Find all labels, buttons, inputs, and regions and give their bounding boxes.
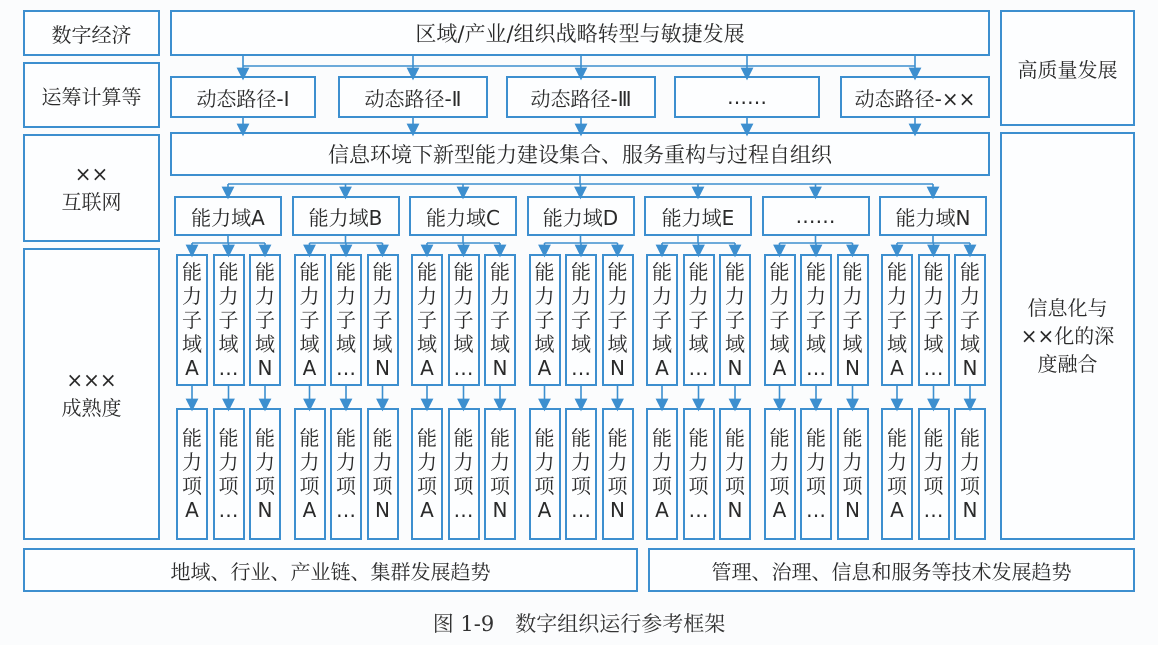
capability-subdomain-cell: 能 力 子 域 A (646, 254, 678, 386)
bottom-right-banner (648, 548, 1135, 592)
capability-item-cell: 能 力 项 A (764, 408, 796, 540)
top-banner (170, 10, 990, 56)
capability-item-cell: 能 力 项 … (330, 408, 362, 540)
capability-item-cell: 能 力 项 … (800, 408, 832, 540)
middle-banner (170, 132, 990, 176)
capability-item-cell: 能 力 项 … (918, 408, 950, 540)
path-box (170, 76, 316, 118)
capability-domain-label: 能力域D (542, 205, 619, 230)
capability-subdomain-cell: 能 力 子 域 A (411, 254, 443, 386)
capability-item-cell: 能 力 项 … (213, 408, 245, 540)
capability-item-cell: 能 力 项 … (683, 408, 715, 540)
capability-domain-label: 能力域N (895, 205, 971, 230)
capability-item-cell: 能 力 项 N (249, 408, 281, 540)
top-banner-text: 区域/产业/组织战略转型与敏捷发展 (415, 22, 745, 46)
capability-domain-label: …… (795, 204, 836, 228)
capability-subdomain-cell: 能 力 子 域 … (918, 254, 950, 386)
bottom-left-text: 地域、行业、产业链、集群发展趋势 (170, 559, 491, 584)
left-label-maturity (23, 248, 160, 540)
left-label-text: 运筹计算等 (41, 84, 142, 109)
capability-item-cell: 能 力 项 N (602, 408, 634, 540)
capability-subdomain-cell: 能 力 子 域 N (954, 254, 986, 386)
right-label-text: 信息化与 ××化的深 度融合 (1020, 296, 1115, 376)
capability-subdomain-cell: 能 力 子 域 A (294, 254, 326, 386)
capability-domain-label: 能力域A (191, 205, 265, 230)
capability-subdomain-cell: 能 力 子 域 N (602, 254, 634, 386)
middle-banner-text: 信息环境下新型能力建设集合、服务重构与过程自组织 (328, 143, 832, 167)
left-label-internet (23, 134, 160, 242)
path-label: 动态路径-Ⅱ (364, 86, 462, 111)
capability-subdomain-cell: 能 力 子 域 A (881, 254, 913, 386)
left-label-text: ×× 互联网 (61, 162, 122, 214)
capability-subdomain-cell: 能 力 子 域 … (330, 254, 362, 386)
path-label: …… (727, 85, 767, 109)
path-box-ellipsis (674, 76, 820, 118)
path-box (840, 76, 990, 118)
path-box (338, 76, 488, 118)
capability-domain-box (527, 196, 635, 236)
path-label: 动态路径-×× (854, 86, 976, 111)
capability-subdomain-cell: 能 力 子 域 A (764, 254, 796, 386)
capability-subdomain-cell: 能 力 子 域 … (800, 254, 832, 386)
capability-domain-label: 能力域B (308, 205, 383, 230)
bottom-right-text: 管理、治理、信息和服务等技术发展趋势 (711, 559, 1072, 584)
capability-domain-box (292, 196, 400, 236)
figure-caption: 图 1-9 数字组织运行参考框架 (432, 612, 726, 636)
left-label-operations (23, 62, 160, 128)
capability-item-cell: 能 力 项 A (294, 408, 326, 540)
capability-subdomain-cell: 能 力 子 域 N (719, 254, 751, 386)
right-label-deep-integration (1000, 132, 1135, 540)
capability-subdomain-cell: 能 力 子 域 N (367, 254, 399, 386)
left-label-text: 数字经济 (51, 22, 132, 47)
right-label-text: 高质量发展 (1017, 57, 1118, 82)
capability-subdomain-cell: 能 力 子 域 A (529, 254, 561, 386)
capability-domain-label: 能力域E (661, 205, 735, 230)
capability-subdomain-cell: 能 力 子 域 … (565, 254, 597, 386)
capability-subdomain-cell: 能 力 子 域 N (249, 254, 281, 386)
capability-item-cell: 能 力 项 A (646, 408, 678, 540)
capability-item-cell: 能 力 项 N (367, 408, 399, 540)
capability-domain-box (762, 196, 870, 236)
capability-item-cell: 能 力 项 A (529, 408, 561, 540)
left-label-digital-economy (23, 10, 160, 56)
capability-domain-label: 能力域C (426, 205, 500, 230)
capability-item-cell: 能 力 项 … (565, 408, 597, 540)
path-box (506, 76, 656, 118)
path-label: 动态路径-Ⅲ (530, 86, 632, 111)
capability-item-cell: 能 力 项 A (411, 408, 443, 540)
capability-item-cell: 能 力 项 N (954, 408, 986, 540)
capability-subdomain-cell: 能 力 子 域 N (484, 254, 516, 386)
capability-item-cell: 能 力 项 N (719, 408, 751, 540)
capability-domain-box (409, 196, 517, 236)
capability-subdomain-cell: 能 力 子 域 … (448, 254, 480, 386)
capability-item-cell: 能 力 项 N (837, 408, 869, 540)
capability-subdomain-cell: 能 力 子 域 … (213, 254, 245, 386)
capability-subdomain-cell: 能 力 子 域 N (837, 254, 869, 386)
capability-domain-box (644, 196, 752, 236)
right-label-high-quality (1000, 10, 1135, 126)
bottom-left-banner (23, 548, 638, 592)
capability-domain-box (174, 196, 282, 236)
capability-domain-box (879, 196, 987, 236)
capability-item-cell: 能 力 项 N (484, 408, 516, 540)
capability-subdomain-cell: 能 力 子 域 A (176, 254, 208, 386)
capability-item-cell: 能 力 项 … (448, 408, 480, 540)
capability-item-cell: 能 力 项 A (176, 408, 208, 540)
left-label-text: ××× 成熟度 (61, 368, 122, 420)
capability-subdomain-cell: 能 力 子 域 … (683, 254, 715, 386)
path-label: 动态路径-Ⅰ (196, 86, 290, 111)
capability-item-cell: 能 力 项 A (881, 408, 913, 540)
